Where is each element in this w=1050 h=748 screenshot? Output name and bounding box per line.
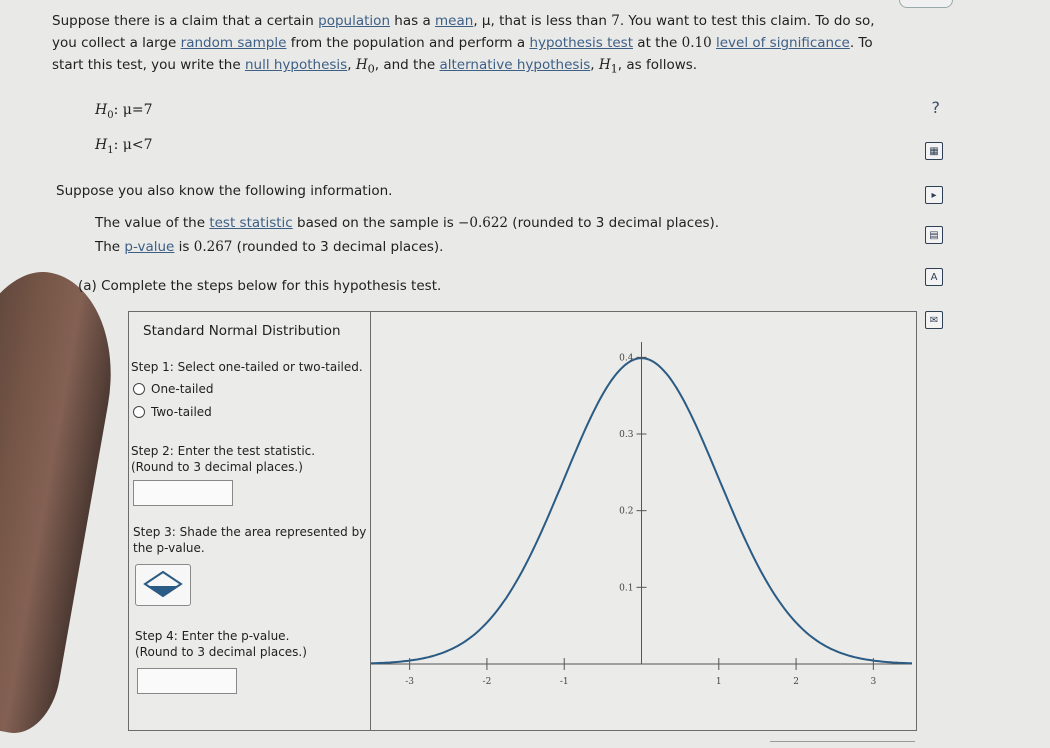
calculator-icon[interactable]: ▦ (925, 142, 943, 160)
p-value-input[interactable] (137, 668, 237, 694)
part-a-heading: (a) Complete the steps below for this hypothesis test. (78, 278, 442, 294)
x-tick-label: 1 (715, 677, 722, 687)
finger-occlusion (0, 260, 129, 739)
shade-tool-icon (136, 565, 190, 605)
x-tick-label: -1 (559, 677, 569, 687)
null-hypothesis: $H_0$: μ=7 (95, 102, 153, 121)
random-sample-link[interactable]: random sample (180, 35, 287, 51)
x-tick-label: -2 (482, 677, 492, 687)
step4-label: Step 4: Enter the p-value. (Round to 3 decimal places.) (135, 629, 307, 659)
two-tailed-option[interactable] (133, 405, 212, 419)
shade-area-button[interactable] (135, 564, 191, 606)
info-lead: Suppose you also know the following information. (56, 183, 393, 199)
intro-paragraph: Suppose there is a claim that a certain population has a mean, μ, that is less than 7. You want to test this claim. To do so, you collect a large random sample from the population and perform a hypothesis test at the 0.10 level of significance. To start this test, you write the null hypothesis, $H_0$, and the alternative hypothesis, $H_1$, as follows. (52, 13, 875, 76)
text-icon[interactable]: A (925, 268, 943, 286)
one-tailed-label: One-tailed (151, 382, 214, 396)
p-value-line: The p-value is 0.267 (rounded to 3 decimal places). (95, 239, 444, 255)
alternative-hypothesis: $H_1$: μ<7 (95, 137, 153, 156)
alternative-hypothesis-link[interactable]: alternative hypothesis (439, 57, 591, 73)
step3-label: Step 3: Shade the area represented by the p-value. (133, 525, 367, 555)
table-icon[interactable]: ▤ (925, 226, 943, 244)
y-tick-label: 0.3 (619, 430, 634, 440)
play-icon[interactable]: ▸ (925, 186, 943, 204)
mean-link[interactable]: mean (435, 13, 474, 29)
top-control-pill[interactable] (899, 0, 953, 8)
x-tick-label: -3 (405, 677, 415, 687)
normal-curve-chart (371, 312, 916, 730)
level-of-significance-link[interactable]: level of significance (715, 35, 850, 51)
standard-normal-panel (128, 311, 917, 731)
hypothesis-test-link[interactable]: hypothesis test (529, 35, 634, 51)
y-tick-label: 0.4 (619, 353, 634, 364)
population-link[interactable]: population (318, 13, 390, 29)
step2-label: Step 2: Enter the test statistic. (Round to 3 decimal places.) (131, 444, 316, 474)
step1-label: Step 1: Select one-tailed or two-tailed. (131, 360, 363, 374)
x-tick-label: 2 (793, 677, 799, 687)
help-icon[interactable]: ? (931, 98, 940, 117)
x-tick-label: 3 (870, 677, 877, 687)
null-hypothesis-link[interactable]: null hypothesis (244, 57, 348, 73)
y-tick-label: 0.1 (619, 583, 634, 594)
two-tailed-radio[interactable] (133, 406, 145, 418)
p-value-link[interactable]: p-value (124, 239, 175, 255)
test-statistic-input[interactable] (133, 480, 233, 506)
steps-column (129, 312, 371, 730)
one-tailed-radio[interactable] (133, 383, 145, 395)
panel-title: Standard Normal Distribution (143, 323, 341, 339)
test-statistic-line: The value of the test statistic based on the sample is −0.622 (rounded to 3 decimal places). (95, 215, 720, 231)
mail-icon[interactable]: ✉ (925, 311, 943, 329)
test-statistic-link[interactable]: test statistic (209, 215, 293, 231)
one-tailed-option[interactable] (133, 382, 214, 396)
y-tick-label: 0.2 (619, 506, 634, 517)
two-tailed-label: Two-tailed (151, 405, 212, 419)
